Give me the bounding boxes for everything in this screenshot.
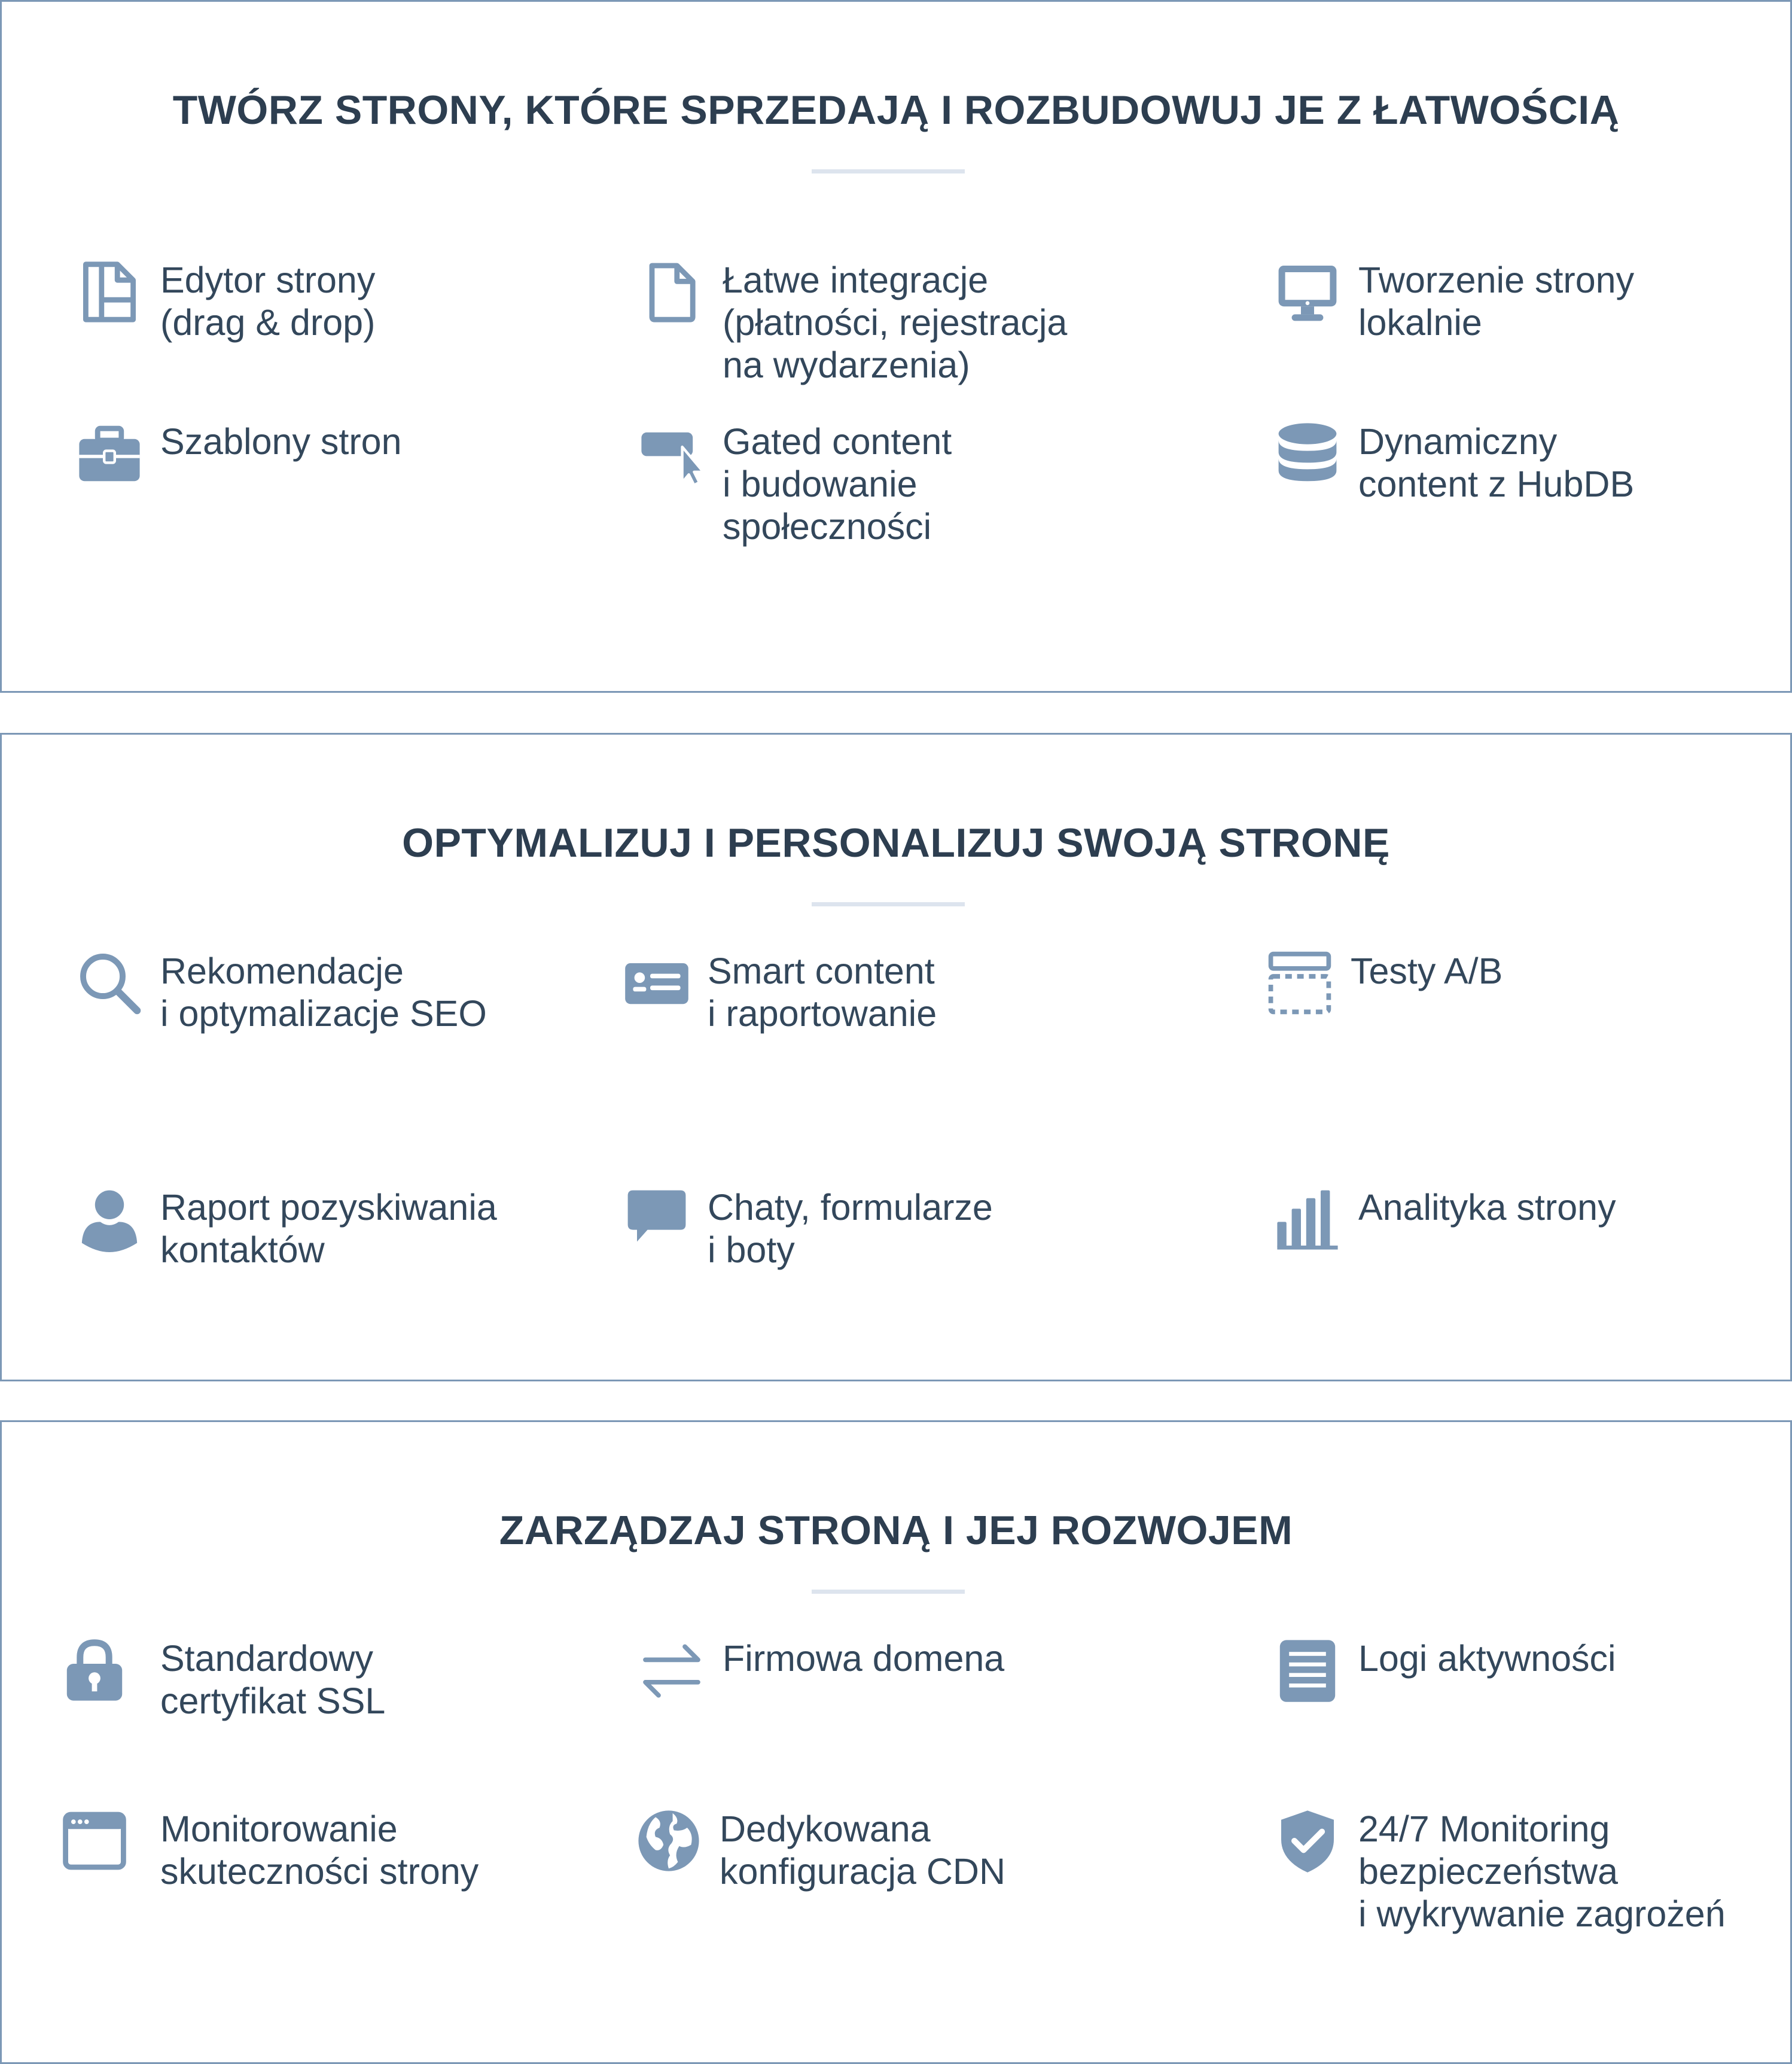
- feature-label: Raport pozyskiwania kontaktów: [160, 1187, 497, 1270]
- browser-window-icon: [62, 1808, 127, 1874]
- user-icon: [77, 1186, 142, 1252]
- bar-chart-icon: [1275, 1186, 1340, 1252]
- briefcase-icon: [77, 421, 142, 486]
- lock-icon: [62, 1637, 127, 1703]
- feature-label: Rekomendacje i optymalizacje SEO: [160, 951, 487, 1034]
- feature-label: Analityka strony: [1358, 1187, 1616, 1228]
- database-icon: [1275, 421, 1340, 486]
- shield-check-icon: [1275, 1808, 1340, 1874]
- section-title: ZARZĄDZAJ STRONĄ I JEJ ROZWOJEM: [499, 1508, 1293, 1553]
- feature-label: Testy A/B: [1351, 951, 1503, 991]
- ab-test-icon: [1267, 950, 1333, 1016]
- feature-label: Smart content i raportowanie: [708, 951, 937, 1034]
- feature-label: Dynamiczny content z HubDB: [1358, 421, 1635, 504]
- globe-icon: [636, 1808, 702, 1874]
- list-log-icon: [1275, 1637, 1340, 1703]
- section-title: TWÓRZ STRONY, KTÓRE SPRZEDAJĄ I ROZBUDOWUJ JE Z ŁATWOŚCIĄ: [172, 87, 1620, 133]
- feature-label: Dedykowana konfiguracja CDN: [720, 1809, 1006, 1892]
- section-manage: [0, 1420, 1792, 2064]
- document-icon: [639, 259, 705, 325]
- monitor-icon: [1275, 259, 1340, 325]
- page-layout-icon: [77, 259, 142, 325]
- feature-label: Standardowy certyfikat SSL: [160, 1638, 386, 1721]
- arrows-exchange-icon: [639, 1637, 705, 1703]
- section-optimize: [0, 733, 1792, 1381]
- feature-label: Logi aktywności: [1358, 1638, 1616, 1679]
- cursor-click-icon: [639, 421, 705, 486]
- title-divider: [812, 902, 965, 906]
- feature-label: Szablony stron: [160, 421, 402, 462]
- feature-label: Firmowa domena: [723, 1638, 1005, 1679]
- title-divider: [812, 1590, 965, 1594]
- feature-label: Łatwe integracje (płatności, rejestracja na wydarzenia): [723, 260, 1068, 385]
- feature-label: Edytor strony (drag & drop): [160, 260, 376, 343]
- chat-bubble-icon: [624, 1186, 690, 1252]
- search-icon: [77, 950, 142, 1016]
- section-title: OPTYMALIZUJ I PERSONALIZUJ SWOJĄ STRONĘ: [402, 820, 1390, 866]
- feature-label: Chaty, formularze i boty: [708, 1187, 993, 1270]
- feature-label: 24/7 Monitoring bezpieczeństwa i wykrywanie zagrożeń: [1358, 1809, 1726, 1934]
- feature-label: Gated content i budowanie społeczności: [723, 421, 952, 547]
- id-card-icon: [624, 950, 690, 1016]
- feature-label: Monitorowanie skuteczności strony: [160, 1809, 479, 1892]
- feature-label: Tworzenie strony lokalnie: [1358, 260, 1635, 343]
- title-divider: [812, 169, 965, 173]
- section-build-sites: [0, 0, 1792, 693]
